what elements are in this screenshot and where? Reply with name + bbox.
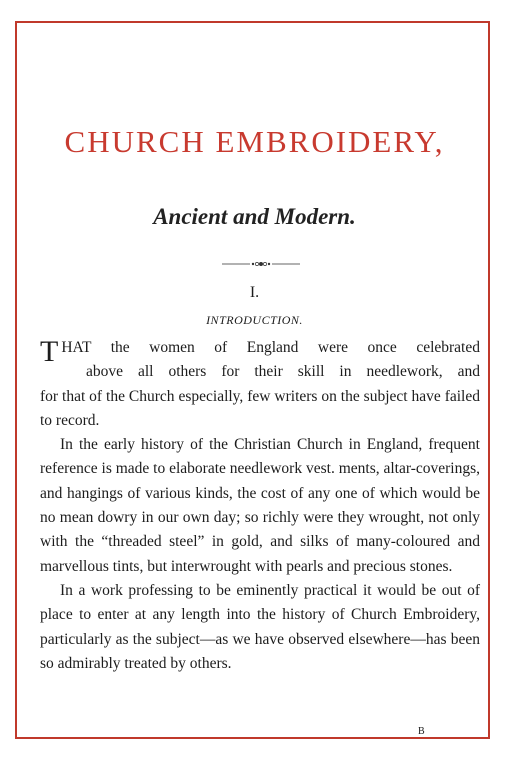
book-title: CHURCH EMBROIDERY, xyxy=(64,124,445,159)
paragraph-1-line-1: HAT the women of England were once celebrated xyxy=(61,339,480,356)
chapter-number: I. xyxy=(249,284,260,301)
signature-mark: B xyxy=(418,726,426,737)
book-subtitle: Ancient and Modern. xyxy=(153,204,356,229)
paragraph-2: In the early history of the Christian Church in England, frequent reference is made to elaborate needlework vest. ments, altar-coverings, and hangings of various kinds, the cost of any one of which would be no mean dowry in our own day; so richly were they wrought, not only with the “threaded steel” in gold, and silks of many-coloured and marvellous tints, but interwrought with pearls and precious stones. xyxy=(40,436,480,575)
body-text xyxy=(40,336,480,676)
chapter-title: INTRODUCTION. xyxy=(206,313,303,327)
drop-cap: T xyxy=(40,335,59,368)
paragraph-1-rest: for that of the Church especially, few writers on the subject have failed to record. xyxy=(40,387,480,429)
paragraph-3: In a work professing to be eminently practical it would be out of place to enter at any length into the history of Church Embroidery, particularly as the subject—as we have observed elsewhere—has been so admirably treated by others. xyxy=(40,581,480,672)
paragraph-1-line-2: above all others for their skill in needlework, and xyxy=(86,363,480,381)
paragraph-1 xyxy=(40,336,480,433)
ornament-divider-icon xyxy=(222,259,300,269)
